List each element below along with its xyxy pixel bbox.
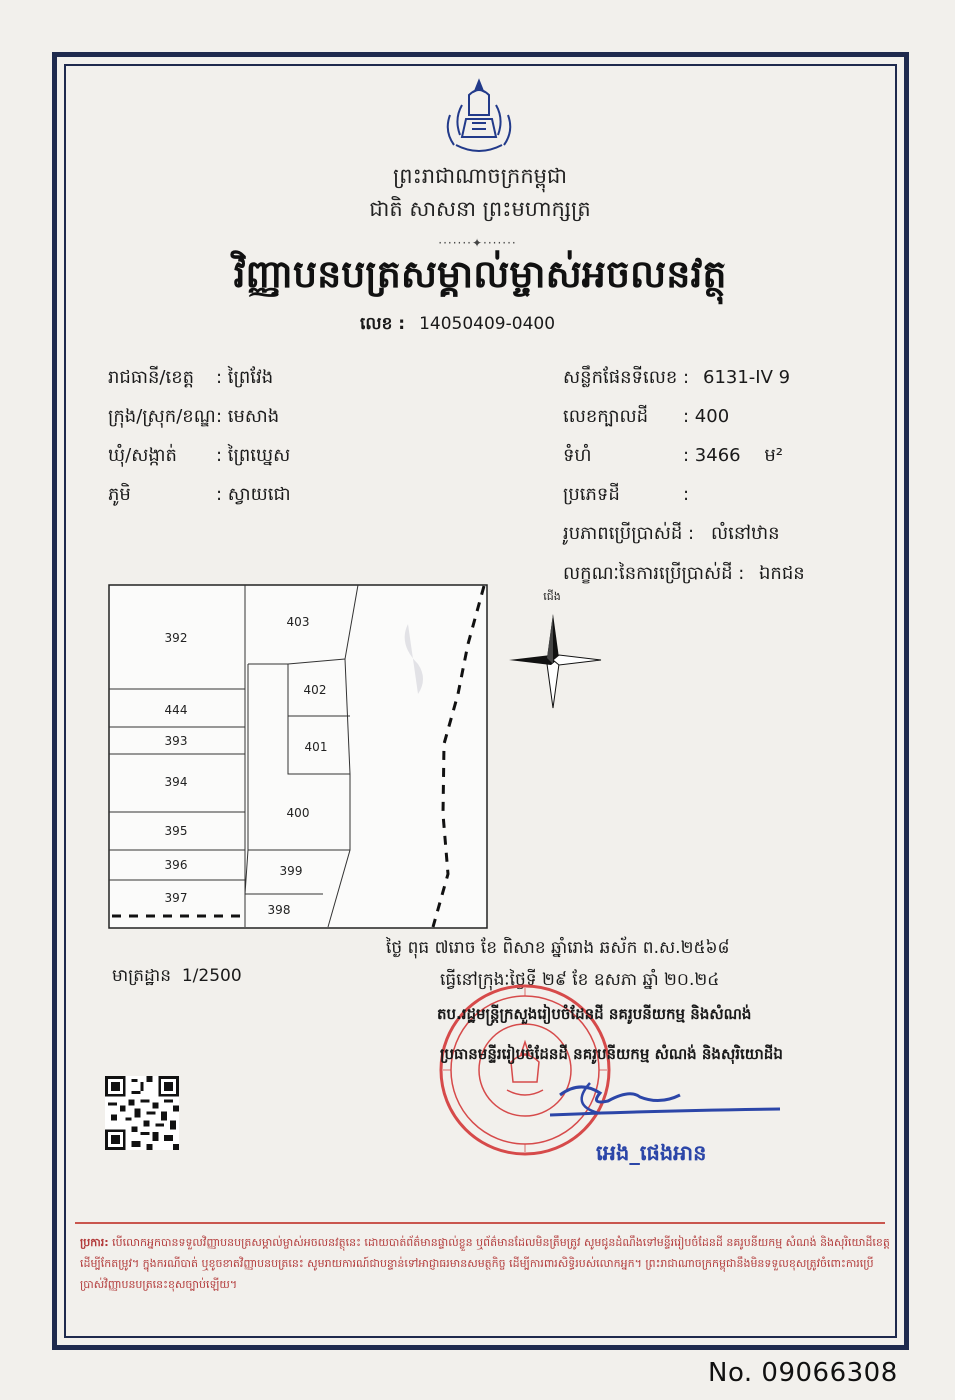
parcel-label: 396 xyxy=(164,858,188,872)
field-label: ភូមិ xyxy=(108,484,131,505)
field-map-sheet xyxy=(563,365,790,392)
field-land-use xyxy=(563,521,780,548)
field-label: រាជធានី/ខេត្ត xyxy=(108,367,195,388)
ornamental-divider: ·······✦······· xyxy=(438,236,517,250)
department-title: ប្រធានមន្ទីររៀបចំដែនដី នគរូបនីយកម្ម សំណង់ និងសុរិយោដីឯ xyxy=(440,1045,783,1063)
field-value: 6131-IV 9 xyxy=(703,367,791,388)
scale-value: 1/2500 xyxy=(181,966,242,986)
field-label: លក្ខណៈនៃការប្រើប្រាស់ដី : xyxy=(563,563,745,584)
area-unit: ម² xyxy=(764,445,783,466)
field-land-type xyxy=(563,482,689,509)
parcel-label: 395 xyxy=(164,824,188,838)
field-area xyxy=(563,443,783,470)
field-label: លេខក្បាលដី xyxy=(563,406,649,427)
cadastral-map xyxy=(108,584,488,929)
scale-label: មាត្រដ្ឋាន xyxy=(112,966,172,986)
number-label: លេខ : xyxy=(360,314,406,334)
lunar-date: ថ្ងៃ ពុធ ៧រោច ខែ ពិសាខ ឆ្នាំរោង ឆស័ក ព.ស.២៥៦៨ xyxy=(386,938,730,958)
field-value: : xyxy=(683,484,690,505)
north-label: ជើង xyxy=(543,590,561,603)
field-value: លំនៅឋាន xyxy=(711,523,780,544)
field-province xyxy=(108,365,273,392)
field-label: ឃុំ/សង្កាត់ xyxy=(108,445,177,466)
field-district xyxy=(108,404,279,431)
number-value: 14050409-0400 xyxy=(419,314,556,334)
note-text: បើលោកអ្នកបានទទួលវិញ្ញាបនបត្រសម្គាល់ម្ចាស់អចលនវត្ថុនេះ ដោយបាត់ព័ត៌មានផ្ទាល់ខ្លួន ឬព័ត៌មានដែលមិនត្រឹមត្រូវ សូមជូនដំណឹងទៅមន្ទីររៀបចំដែនដី នគរូបនីយកម្ម សំណង់ និងសុរិយោដីខេត្ត ដើម្បីកែតម្រូវ។ ក្នុងករណីបាត់ ឬខូចខាតវិញ្ញាបនបត្រនេះ សូមរាយការណ៍ជាបន្ទាន់ទៅអាជ្ញាធរមានសមត្ថកិច្ច ដើម្បីការពារសិទ្ធិរបស់លោកអ្នក។ ព្រះរាជាណាចក្រកម្ពុជានឹងមិនទទួលខុសត្រូវចំពោះការប្រើប្រាស់វិញ្ញាបនបត្រនេះខុសច្បាប់ឡើយ។ xyxy=(80,1236,890,1291)
field-value: : ស្វាយជោ xyxy=(216,484,291,505)
parcel-label: 394 xyxy=(164,775,188,789)
parcel-label: 400 xyxy=(286,806,310,820)
field-parcel-number xyxy=(563,404,729,431)
handwritten-signature xyxy=(520,1075,810,1135)
field-label: ទំហំ xyxy=(563,445,592,466)
field-value: : មេសាង xyxy=(216,406,280,427)
parcel-label: 403 xyxy=(286,615,310,629)
field-value: : ព្រៃឃ្នេស xyxy=(216,445,291,466)
parcel-label: 402 xyxy=(303,683,327,697)
certificate-number xyxy=(360,313,620,338)
field-label: ប្រភេទដី xyxy=(563,484,620,505)
field-use-nature xyxy=(563,561,805,588)
field-value: : ព្រៃវែង xyxy=(216,367,274,388)
field-value: : 3466 xyxy=(683,445,741,466)
field-village xyxy=(108,482,291,509)
signer-name: អេង_ផេងអាន xyxy=(596,1141,707,1165)
parcel-label: 401 xyxy=(304,740,328,754)
authority-title: តប.រដ្ឋមន្ត្រីក្រសួងរៀបចំដែនដី នគរូបនីយកម្ម និងសំណង់ xyxy=(437,1005,752,1023)
kingdom-heading: ព្រះរាជាណាចក្រកម្ពុជា xyxy=(392,164,567,188)
parcel-label: 398 xyxy=(267,903,291,917)
field-label: រូបភាពប្រើប្រាស់ដី : xyxy=(563,523,695,544)
map-scale xyxy=(112,965,242,990)
royal-emblem-icon xyxy=(436,75,522,157)
parcel-label: 397 xyxy=(164,891,188,905)
field-label: សន្លឹកផែនទីលេខ : xyxy=(563,367,690,388)
field-label: ក្រុង/ស្រុក/ខណ្ឌ xyxy=(108,406,216,427)
note-separator xyxy=(75,1222,885,1224)
qr-code-icon xyxy=(105,1076,179,1150)
certificate-title: វិញ្ញាបនបត្រសម្គាល់ម្ចាស់អចលនវត្ថុ xyxy=(233,252,727,296)
legal-note xyxy=(80,1232,895,1295)
parcel-label: 444 xyxy=(164,703,188,717)
note-label: ប្រការ: xyxy=(80,1236,109,1249)
solar-date: ធ្វើនៅក្រុងៈថ្ងៃទី ២៩ ខែ ឧសភា ឆ្នាំ ២០.២៤ xyxy=(440,970,720,990)
north-arrow-icon xyxy=(505,588,605,718)
parcel-label: 393 xyxy=(164,734,188,748)
serial-number: No. 09066308 xyxy=(708,1358,898,1388)
field-value: ឯកជន xyxy=(759,563,805,584)
field-value: : 400 xyxy=(683,406,730,427)
national-motto: ជាតិ សាសនា ព្រះមហាក្សត្រ xyxy=(369,197,591,221)
parcel-label: 392 xyxy=(164,631,188,645)
field-commune xyxy=(108,443,290,470)
parcel-label: 399 xyxy=(279,864,303,878)
